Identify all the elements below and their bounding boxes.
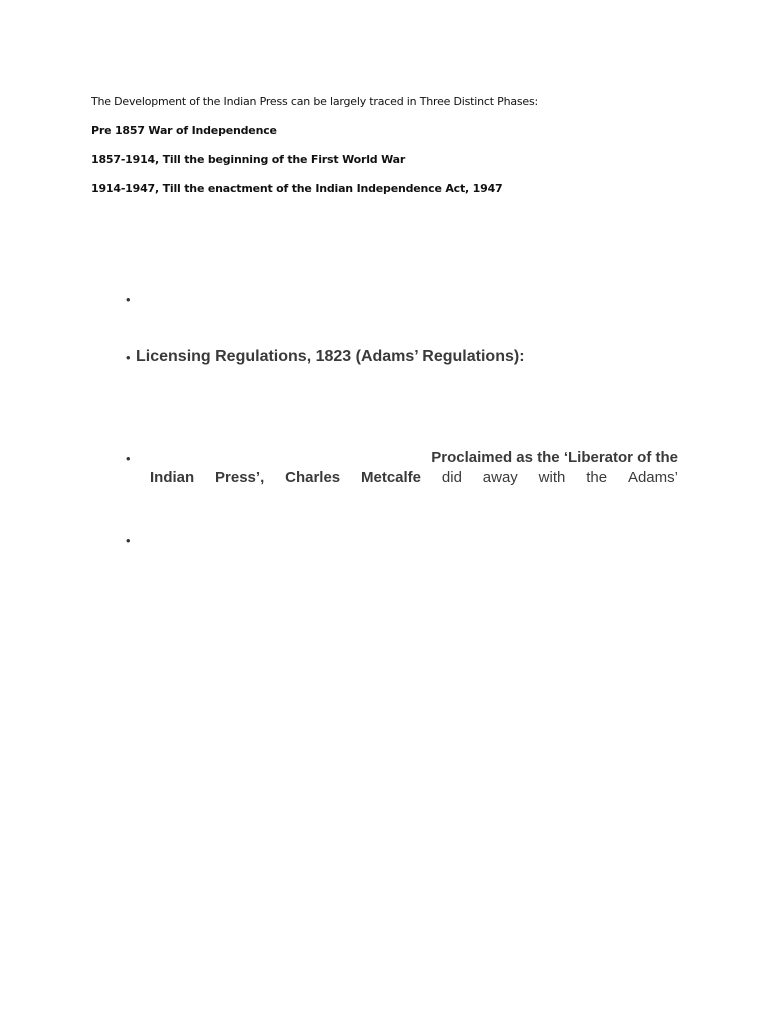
paragraph-line-1: Proclaimed as the ‘Liberator of the bbox=[431, 449, 678, 466]
phase-1: Pre 1857 War of Independence bbox=[91, 124, 277, 137]
bullet-4: • bbox=[126, 533, 131, 548]
bullet-1: • bbox=[126, 292, 131, 307]
word: Charles bbox=[285, 469, 341, 486]
bullet-2: • bbox=[126, 350, 131, 365]
metcalfe-paragraph bbox=[150, 448, 678, 488]
word: the bbox=[586, 469, 608, 486]
word: Press’, bbox=[215, 469, 265, 486]
word: Adams’ bbox=[627, 469, 678, 486]
word: Indian bbox=[150, 469, 195, 486]
word: Metcalfe bbox=[361, 469, 422, 486]
word: with bbox=[538, 469, 566, 486]
paragraph-line-2 bbox=[150, 468, 678, 488]
phase-3: 1914-1947, Till the enactment of the Indian Independence Act, 1947 bbox=[91, 182, 503, 195]
word: did bbox=[441, 469, 462, 486]
word: away bbox=[482, 469, 518, 486]
phase-2: 1857-1914, Till the beginning of the First World War bbox=[91, 153, 406, 166]
bullet-3: • bbox=[126, 451, 131, 466]
intro-text: The Development of the Indian Press can be largely traced in Three Distinct Phases: bbox=[91, 95, 539, 108]
section-heading: Licensing Regulations, 1823 (Adams’ Regulations): bbox=[136, 348, 525, 365]
